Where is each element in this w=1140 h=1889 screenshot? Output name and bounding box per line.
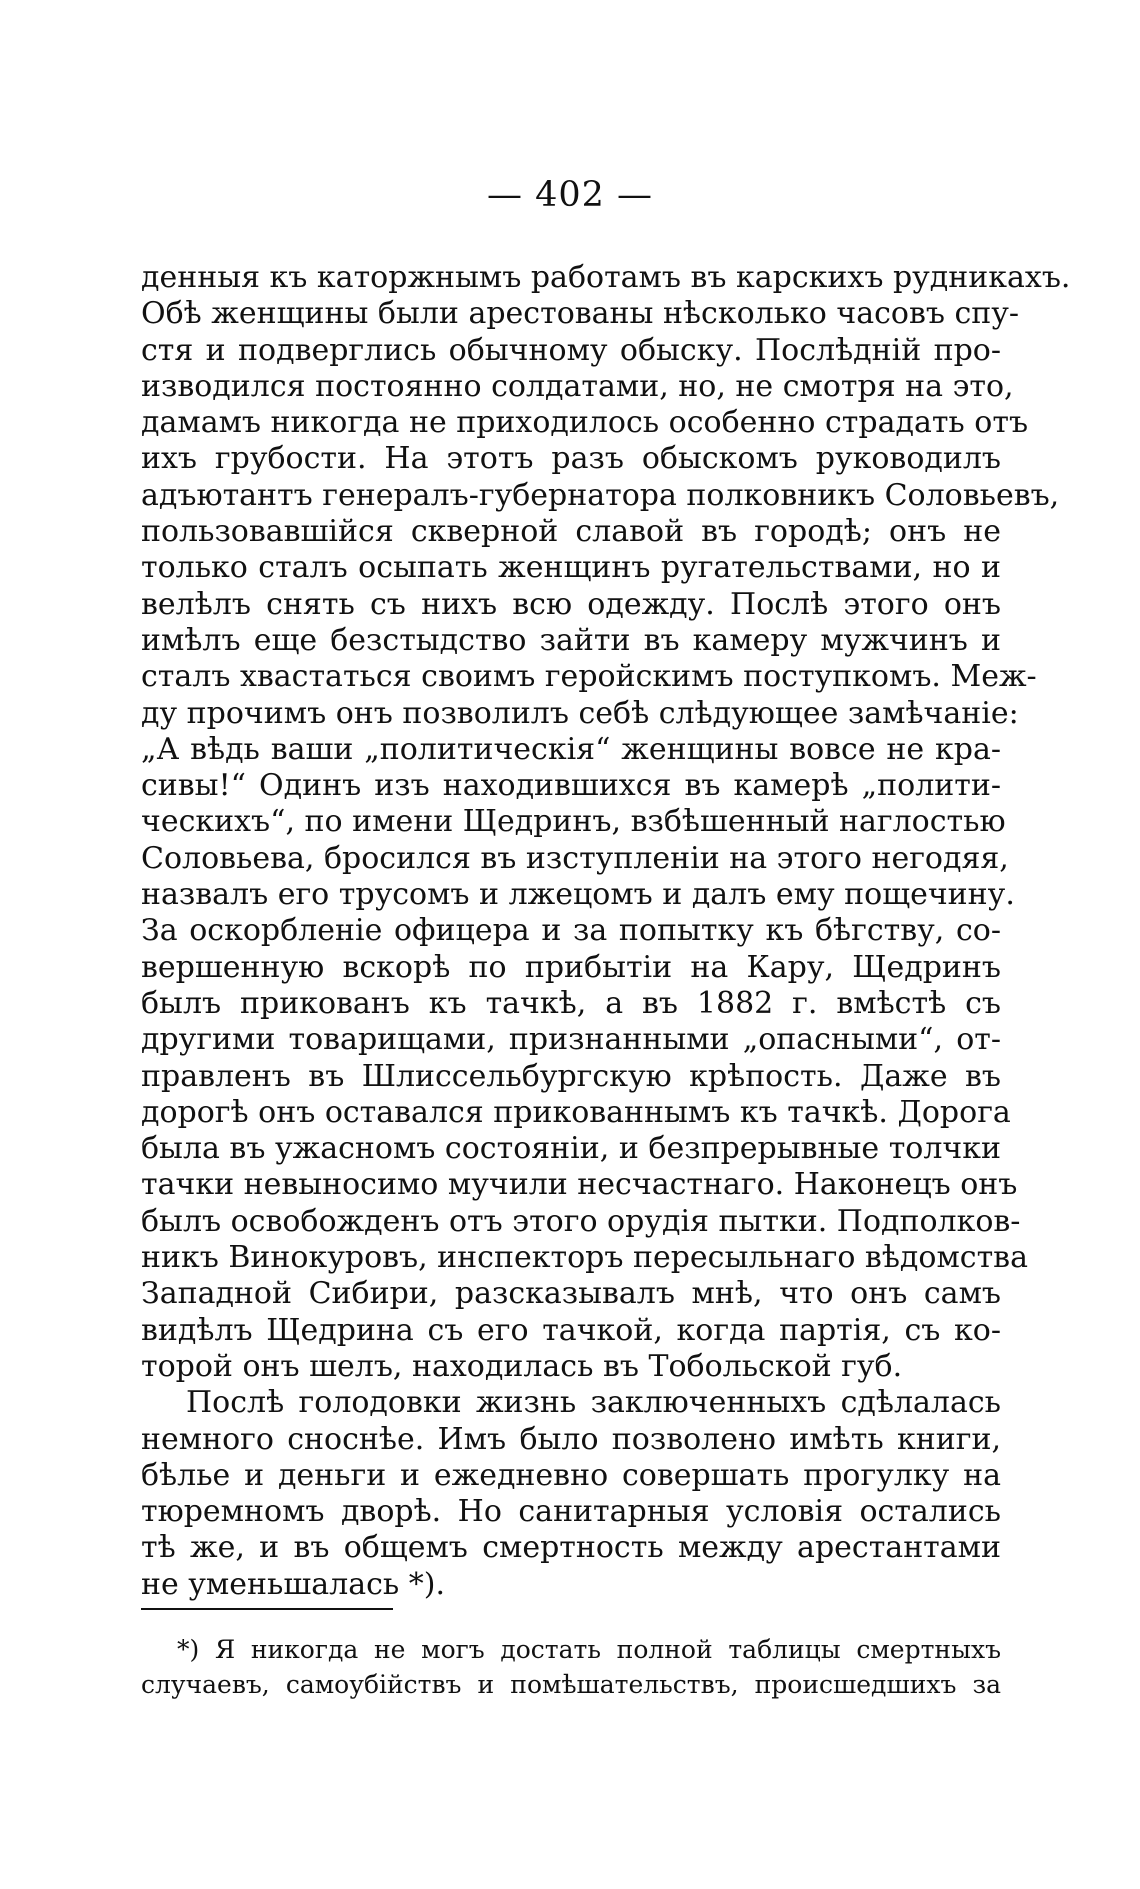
text-line: Послѣ голодовки жизнь заключенныхъ сдѣлалась bbox=[186, 1385, 1001, 1421]
text-line: видѣлъ Щедрина съ его тачкой, когда партія, съ ко- bbox=[141, 1312, 1001, 1348]
text-line: тачки невыносимо мучили несчастнаго. Наконецъ онъ bbox=[141, 1167, 1018, 1203]
text-line: денныя къ каторжнымъ работамъ въ карскихъ рудникахъ. bbox=[141, 260, 1071, 295]
text-line: ихъ грубости. На этотъ разъ обыскомъ руководилъ bbox=[141, 441, 1001, 477]
text-line: сивы!“ Одинъ изъ находившихся въ камерѣ „полити- bbox=[141, 768, 1001, 804]
text-line: никъ Винокуровъ, инспекторъ пересыльнаго вѣдомства bbox=[141, 1240, 1028, 1276]
text-line: стя и подверглись обычному обыску. Послѣдній про- bbox=[141, 332, 1001, 368]
text-line: торой онъ шелъ, находилась въ Тобольской губ. bbox=[141, 1348, 903, 1384]
text-line: вершенную вскорѣ по прибытіи на Кару, Щедринъ bbox=[141, 949, 1001, 985]
text-line: Соловьева, бросился въ изступленіи на этого негодяя, bbox=[141, 840, 1009, 876]
text-line: дамамъ никогда не приходилось особенно страдать отъ bbox=[141, 405, 1029, 441]
text-line: правленъ въ Шлиссельбургскую крѣпость. Даже въ bbox=[141, 1058, 1001, 1094]
text-line: былъ освобожденъ отъ этого орудія пытки. Подполков- bbox=[141, 1203, 1021, 1239]
page-number: — 402 — bbox=[486, 175, 654, 215]
text-line: тюремномъ дворѣ. Но санитарныя условія остались bbox=[141, 1494, 1001, 1530]
text-line: немного сноснѣе. Имъ было позволено имѣть книги, bbox=[141, 1421, 1001, 1457]
text-line: „А вѣдь ваши „политическія“ женщины вовсе не кра- bbox=[141, 731, 1001, 767]
text-line: За оскорбленіе офицера и за попытку къ бѣгству, со- bbox=[141, 913, 1001, 949]
text-line: дорогѣ онъ оставался прикованнымъ къ тачкѣ. Дорога bbox=[141, 1094, 1011, 1130]
paragraph-2 bbox=[141, 1385, 1001, 1603]
paragraph-1 bbox=[141, 260, 1071, 1385]
footnote bbox=[141, 1632, 1001, 1702]
text-line: Западной Сибири, разсказывалъ мнѣ, что онъ самъ bbox=[141, 1276, 1001, 1312]
text-line: ческихъ“, по имени Щедринъ, взбѣшенный наглостью bbox=[141, 804, 1006, 840]
text-line: тѣ же, и въ общемъ смертность между арестантами bbox=[141, 1530, 1001, 1566]
text-line: адъютантъ генералъ-губернатора полковникъ Соловьевъ, bbox=[141, 477, 1060, 513]
text-line: назвалъ его трусомъ и лжецомъ и далъ ему пощечину. bbox=[141, 877, 1015, 913]
text-line: бѣлье и деньги и ежедневно совершать прогулку на bbox=[141, 1457, 1001, 1493]
text-line: не уменьшалась *). bbox=[141, 1566, 445, 1602]
text-line: сталъ хвастаться своимъ геройскимъ поступкомъ. Меж- bbox=[141, 659, 1037, 695]
main-text bbox=[141, 260, 1071, 1603]
text-line: изводился постоянно солдатами, но, не смотря на это, bbox=[141, 368, 1014, 404]
footnote-line: *) Я никогда не могъ достать полной таблицы смертныхъ bbox=[177, 1635, 1001, 1664]
text-line: была въ ужасномъ состояніи, и безпрерывные толчки bbox=[141, 1131, 1001, 1167]
footnote-line: случаевъ, самоубійствъ и помѣшательствъ, происшедшихъ за bbox=[141, 1670, 1001, 1699]
text-line: велѣлъ снять съ нихъ всю одежду. Послѣ этого онъ bbox=[141, 586, 1001, 622]
text-line: другими товарищами, признанными „опасными“, от- bbox=[141, 1022, 1001, 1058]
footnote-divider bbox=[141, 1608, 393, 1610]
text-line: только сталъ осыпать женщинъ ругательствами, но и bbox=[141, 550, 1001, 586]
text-line: Обѣ женщины были арестованы нѣсколько часовъ спу- bbox=[141, 296, 1020, 332]
text-line: имѣлъ еще безстыдство зайти въ камеру мужчинъ и bbox=[141, 622, 1001, 658]
text-line: пользовавшійся скверной славой въ городѣ; онъ не bbox=[141, 514, 1001, 550]
text-line: ду прочимъ онъ позволилъ себѣ слѣдующее замѣчаніе: bbox=[141, 695, 1019, 731]
text-line: былъ прикованъ къ тачкѣ, а въ 1882 г. вмѣстѣ съ bbox=[141, 985, 1001, 1021]
